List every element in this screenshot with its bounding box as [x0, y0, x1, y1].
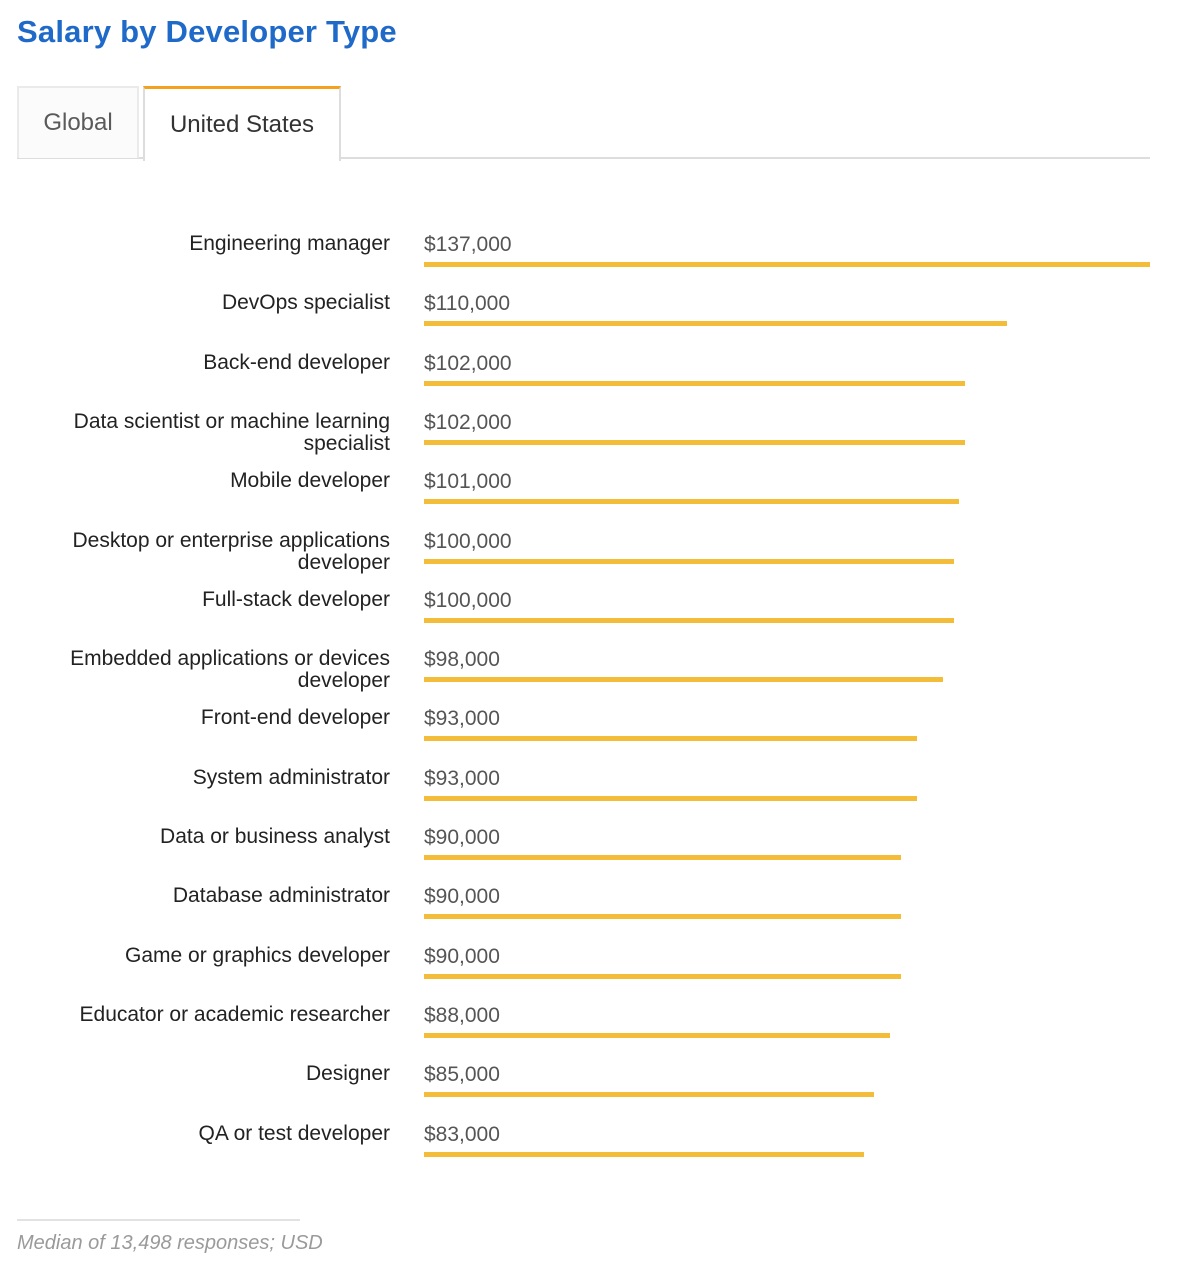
value-label: $100,000 [424, 588, 512, 612]
tab-united-states[interactable]: United States [143, 86, 341, 161]
bar [424, 262, 1150, 267]
value-label: $85,000 [424, 1063, 500, 1087]
value-label: $88,000 [424, 1003, 500, 1027]
category-label: Embedded applications or devices developer [70, 647, 390, 693]
bar [424, 974, 901, 979]
value-label: $110,000 [424, 292, 511, 316]
category-label: Engineering manager [189, 232, 390, 255]
bar [424, 677, 943, 682]
bar [424, 440, 965, 445]
category-label: Data or business analyst [160, 825, 390, 848]
category-label: Database administrator [172, 884, 390, 908]
bar [424, 499, 959, 504]
bar [424, 855, 901, 860]
page-title: Salary by Developer Type [17, 14, 397, 49]
category-label: Front-end developer [200, 706, 390, 730]
value-label: $93,000 [424, 707, 500, 731]
bar [424, 618, 954, 623]
tab-global[interactable]: Global [17, 86, 139, 158]
bar [424, 321, 1007, 326]
category-label: QA or test developer [198, 1121, 390, 1145]
value-label: $90,000 [424, 826, 500, 849]
category-label: Mobile developer [230, 469, 390, 493]
bar [424, 559, 954, 564]
category-label: Back-end developer [203, 350, 390, 374]
category-label: Designer [305, 1062, 390, 1086]
bar [424, 1033, 890, 1038]
bar [424, 1092, 874, 1097]
bar [424, 736, 917, 741]
value-label: $98,000 [424, 648, 500, 672]
category-label: Full-stack developer [202, 587, 390, 611]
bar [424, 381, 965, 386]
bar [424, 914, 901, 919]
footnote: Median of 13,498 responses; USD [17, 1232, 323, 1254]
category-label: Game or graphics developer [125, 943, 390, 967]
footnote-divider [17, 1219, 300, 1221]
value-label: $93,000 [424, 766, 500, 790]
category-label: Desktop or enterprise applications developer [72, 528, 390, 574]
value-label: $90,000 [424, 885, 500, 909]
category-label: Data scientist or machine learning specialist [73, 409, 390, 455]
category-label: Educator or academic researcher [79, 1002, 390, 1026]
value-label: $102,000 [424, 410, 512, 434]
value-label: $101,000 [424, 470, 512, 494]
value-label: $100,000 [424, 529, 512, 553]
category-label: DevOps specialist [221, 291, 390, 315]
value-label: $90,000 [424, 944, 500, 968]
value-label: $102,000 [424, 351, 512, 375]
bar [424, 1152, 864, 1157]
value-label: $83,000 [424, 1122, 500, 1146]
bar [424, 796, 917, 801]
value-label: $137,000 [424, 233, 512, 256]
category-label: System administrator [192, 765, 390, 789]
